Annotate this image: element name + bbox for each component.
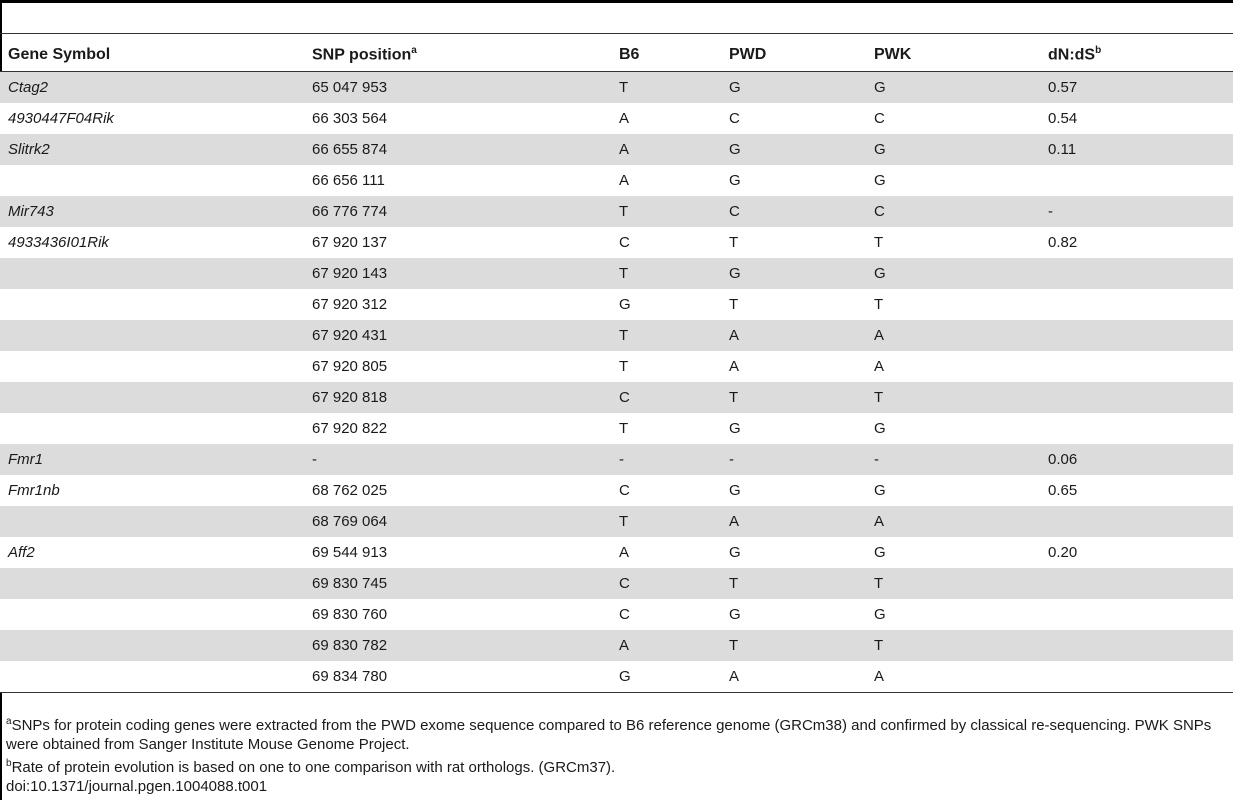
cell-pwd-allele: G <box>721 413 866 444</box>
cell-b6-allele: C <box>611 475 721 506</box>
footnote-a-marker: a <box>411 44 417 56</box>
cell-gene-symbol <box>0 413 304 444</box>
cell-snp-position: 67 920 805 <box>304 351 611 382</box>
cell-pwd-allele: C <box>721 196 866 227</box>
table-header-row <box>0 38 1233 72</box>
cell-b6-allele: T <box>611 320 721 351</box>
doi-text: doi:10.1371/journal.pgen.1004088.t001 <box>6 778 268 795</box>
header-b6-label: B6 <box>619 45 640 63</box>
cell-snp-position: 65 047 953 <box>304 72 611 104</box>
table-row <box>0 568 1233 599</box>
cell-pwk-allele: G <box>866 599 1040 630</box>
table-caption-rule <box>0 33 1233 34</box>
table-footnotes <box>6 712 1231 796</box>
cell-b6-allele: A <box>611 134 721 165</box>
cell-pwk-allele: T <box>866 382 1040 413</box>
cell-dnds <box>1040 568 1233 599</box>
cell-pwk-allele: G <box>866 165 1040 196</box>
cell-gene-symbol <box>0 568 304 599</box>
header-pwk-label: PWK <box>874 45 912 63</box>
table-row <box>0 351 1233 382</box>
footnote-b-mark: b <box>6 758 12 769</box>
cell-dnds: 0.11 <box>1040 134 1233 165</box>
cell-pwd-allele: G <box>721 537 866 568</box>
cell-pwd-allele: T <box>721 568 866 599</box>
header-dnds-label: dN:dS <box>1048 46 1096 64</box>
cell-dnds: 0.82 <box>1040 227 1233 258</box>
table-row <box>0 258 1233 289</box>
cell-snp-position: 67 920 143 <box>304 258 611 289</box>
cell-gene-symbol <box>0 599 304 630</box>
cell-pwd-allele: G <box>721 599 866 630</box>
cell-b6-allele: C <box>611 227 721 258</box>
cell-pwk-allele: G <box>866 413 1040 444</box>
header-snp-position-label: SNP position <box>312 46 412 64</box>
cell-pwd-allele: A <box>721 661 866 693</box>
cell-gene-symbol <box>0 661 304 693</box>
table-row <box>0 165 1233 196</box>
footnote-b-marker: b <box>1095 44 1102 56</box>
cell-pwk-allele: T <box>866 227 1040 258</box>
table-row <box>0 444 1233 475</box>
cell-dnds <box>1040 630 1233 661</box>
cell-pwk-allele: - <box>866 444 1040 475</box>
cell-pwd-allele: G <box>721 72 866 104</box>
cell-gene-symbol <box>0 506 304 537</box>
cell-dnds <box>1040 165 1233 196</box>
header-b6 <box>611 38 721 72</box>
cell-pwd-allele: T <box>721 630 866 661</box>
cell-pwk-allele: G <box>866 258 1040 289</box>
cell-pwd-allele: T <box>721 382 866 413</box>
table-top-rule <box>0 0 1233 3</box>
cell-snp-position: 66 776 774 <box>304 196 611 227</box>
header-pwd <box>721 38 866 72</box>
cell-dnds <box>1040 413 1233 444</box>
cell-snp-position: 69 834 780 <box>304 661 611 693</box>
cell-snp-position: 66 655 874 <box>304 134 611 165</box>
table-row <box>0 382 1233 413</box>
cell-snp-position: 69 544 913 <box>304 537 611 568</box>
cell-gene-symbol <box>0 351 304 382</box>
table-row <box>0 72 1233 104</box>
header-dnds <box>1040 38 1233 72</box>
footnote-a-mark: a <box>6 716 12 727</box>
cell-pwd-allele: G <box>721 475 866 506</box>
table-row <box>0 103 1233 134</box>
table-row <box>0 475 1233 506</box>
snp-table <box>0 38 1233 693</box>
footnote-b-text: Rate of protein evolution is based on one to one comparison with rat orthologs. (GRCm37). <box>11 759 616 776</box>
cell-pwk-allele: T <box>866 289 1040 320</box>
cell-b6-allele: C <box>611 382 721 413</box>
cell-gene-symbol: Fmr1 <box>0 444 304 475</box>
cell-b6-allele: T <box>611 258 721 289</box>
cell-snp-position: 68 762 025 <box>304 475 611 506</box>
cell-gene-symbol: Aff2 <box>0 537 304 568</box>
cell-snp-position: 69 830 760 <box>304 599 611 630</box>
cell-snp-position: 68 769 064 <box>304 506 611 537</box>
cell-dnds <box>1040 599 1233 630</box>
cell-dnds <box>1040 506 1233 537</box>
cell-b6-allele: A <box>611 165 721 196</box>
cell-gene-symbol <box>0 630 304 661</box>
cell-pwk-allele: T <box>866 568 1040 599</box>
cell-pwk-allele: T <box>866 630 1040 661</box>
cell-b6-allele: A <box>611 537 721 568</box>
cell-pwd-allele: G <box>721 258 866 289</box>
cell-gene-symbol: 4930447F04Rik <box>0 103 304 134</box>
footnote-b <box>6 754 1231 777</box>
cell-b6-allele: T <box>611 72 721 104</box>
cell-dnds <box>1040 289 1233 320</box>
cell-b6-allele: T <box>611 196 721 227</box>
cell-gene-symbol: Fmr1nb <box>0 475 304 506</box>
header-gene-symbol <box>0 38 304 72</box>
cell-b6-allele: A <box>611 103 721 134</box>
cell-gene-symbol: Mir743 <box>0 196 304 227</box>
cell-dnds: 0.57 <box>1040 72 1233 104</box>
cell-snp-position: - <box>304 444 611 475</box>
cell-pwk-allele: A <box>866 661 1040 693</box>
table-row <box>0 413 1233 444</box>
footnote-a-text: SNPs for protein coding genes were extracted from the PWD exome sequence compared to B6 reference genome (GRCm38) and confirmed by classical re-sequencing. PWK SNPs were obtained from Sanger Institute Mouse Genome Project. <box>6 717 1212 753</box>
cell-b6-allele: - <box>611 444 721 475</box>
cell-pwd-allele: G <box>721 165 866 196</box>
cell-gene-symbol <box>0 382 304 413</box>
cell-pwd-allele: G <box>721 134 866 165</box>
cell-b6-allele: G <box>611 661 721 693</box>
cell-pwk-allele: A <box>866 506 1040 537</box>
cell-gene-symbol <box>0 289 304 320</box>
cell-snp-position: 67 920 312 <box>304 289 611 320</box>
cell-gene-symbol <box>0 165 304 196</box>
cell-pwk-allele: G <box>866 537 1040 568</box>
table-row <box>0 227 1233 258</box>
table-body <box>0 72 1233 693</box>
cell-pwd-allele: T <box>721 289 866 320</box>
cell-snp-position: 67 920 822 <box>304 413 611 444</box>
cell-snp-position: 69 830 745 <box>304 568 611 599</box>
header-pwk <box>866 38 1040 72</box>
table-row <box>0 320 1233 351</box>
cell-b6-allele: G <box>611 289 721 320</box>
cell-b6-allele: T <box>611 506 721 537</box>
cell-dnds <box>1040 258 1233 289</box>
table-row <box>0 134 1233 165</box>
cell-dnds: 0.20 <box>1040 537 1233 568</box>
cell-gene-symbol <box>0 320 304 351</box>
cell-gene-symbol <box>0 258 304 289</box>
cell-pwd-allele: A <box>721 506 866 537</box>
cell-pwk-allele: G <box>866 475 1040 506</box>
header-snp-position <box>304 38 611 72</box>
table-row <box>0 599 1233 630</box>
table-row <box>0 630 1233 661</box>
table-row <box>0 537 1233 568</box>
cell-dnds <box>1040 320 1233 351</box>
cell-b6-allele: T <box>611 413 721 444</box>
cell-dnds: 0.06 <box>1040 444 1233 475</box>
table-row <box>0 661 1233 693</box>
cell-gene-symbol: Ctag2 <box>0 72 304 104</box>
cell-snp-position: 67 920 818 <box>304 382 611 413</box>
cell-snp-position: 69 830 782 <box>304 630 611 661</box>
cell-snp-position: 67 920 431 <box>304 320 611 351</box>
cell-dnds: 0.54 <box>1040 103 1233 134</box>
cell-pwk-allele: G <box>866 72 1040 104</box>
cell-snp-position: 67 920 137 <box>304 227 611 258</box>
cell-dnds <box>1040 351 1233 382</box>
header-pwd-label: PWD <box>729 45 767 63</box>
cell-pwk-allele: C <box>866 196 1040 227</box>
cell-snp-position: 66 303 564 <box>304 103 611 134</box>
cell-pwk-allele: G <box>866 134 1040 165</box>
cell-pwk-allele: A <box>866 320 1040 351</box>
footnote-a <box>6 712 1231 754</box>
cell-pwd-allele: C <box>721 103 866 134</box>
table-row <box>0 506 1233 537</box>
cell-pwk-allele: A <box>866 351 1040 382</box>
cell-pwd-allele: A <box>721 351 866 382</box>
cell-b6-allele: C <box>611 568 721 599</box>
cell-gene-symbol: Slitrk2 <box>0 134 304 165</box>
cell-b6-allele: C <box>611 599 721 630</box>
header-gene-symbol-label: Gene Symbol <box>8 45 111 63</box>
cell-dnds <box>1040 661 1233 693</box>
cell-pwd-allele: T <box>721 227 866 258</box>
cell-dnds <box>1040 382 1233 413</box>
table-row <box>0 289 1233 320</box>
cell-dnds: 0.65 <box>1040 475 1233 506</box>
cell-gene-symbol: 4933436I01Rik <box>0 227 304 258</box>
cell-b6-allele: A <box>611 630 721 661</box>
doi-line <box>6 777 1231 796</box>
cell-b6-allele: T <box>611 351 721 382</box>
cell-pwd-allele: - <box>721 444 866 475</box>
cell-pwk-allele: C <box>866 103 1040 134</box>
table-row <box>0 196 1233 227</box>
cell-snp-position: 66 656 111 <box>304 165 611 196</box>
cell-dnds: - <box>1040 196 1233 227</box>
cell-pwd-allele: A <box>721 320 866 351</box>
